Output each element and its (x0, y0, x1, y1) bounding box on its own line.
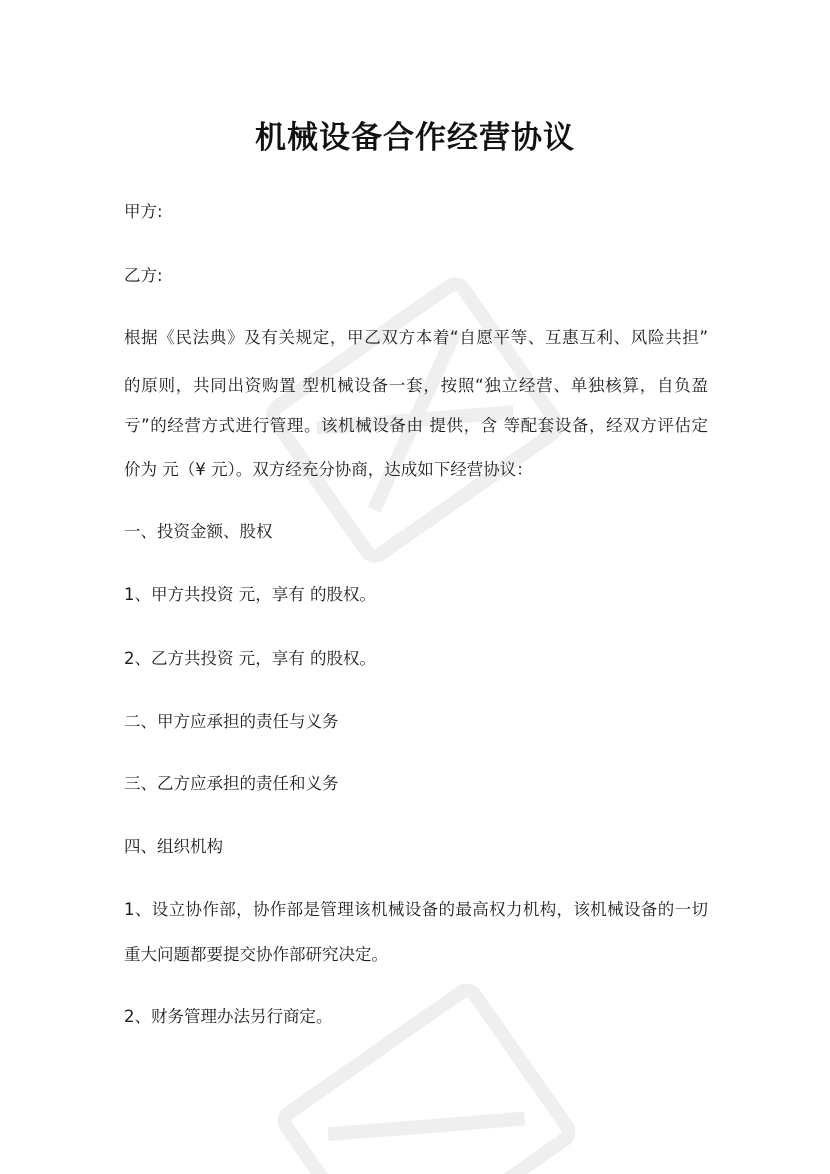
party-a-line: 甲方: (124, 202, 163, 221)
section-heading: 三、乙方应承担的责任和义务 (124, 774, 339, 793)
document-title: 机械设备合作经营协议 (255, 120, 575, 156)
section-heading: 二、甲方应承担的责任与义务 (124, 712, 339, 731)
clause-line: 2、财务管理办法另行商定。 (124, 1007, 333, 1026)
clause-line: 重大问题都要提交协作部研究决定。 (124, 945, 388, 964)
paragraph-line: 亏”的经营方式进行管理。该机械设备由 提供，含 等配套设备，经双方评估定 (124, 416, 708, 435)
paragraph-line: 的原则，共同出资购置 型机械设备一套，按照“独立经营、单独核算，自负盈 (124, 376, 708, 395)
section-heading: 四、组织机构 (124, 837, 223, 856)
clause-line: 2、乙方共投资 元，享有 的股权。 (124, 649, 376, 668)
section-heading: 一、投资金额、股权 (124, 522, 273, 541)
party-b-line: 乙方: (124, 266, 163, 285)
paragraph-line: 价为 元（¥ 元）。双方经充分协商，达成如下经营协议： (124, 460, 533, 479)
clause-line: 1、甲方共投资 元，享有 的股权。 (124, 585, 376, 604)
clause-line: 1、设立协作部，协作部是管理该机械设备的最高权力机构，该机械设备的一切 (124, 900, 708, 919)
paragraph-line: 根据《民法典》及有关规定，甲乙双方本着“自愿平等、互惠互利、风险共担” (124, 328, 708, 347)
